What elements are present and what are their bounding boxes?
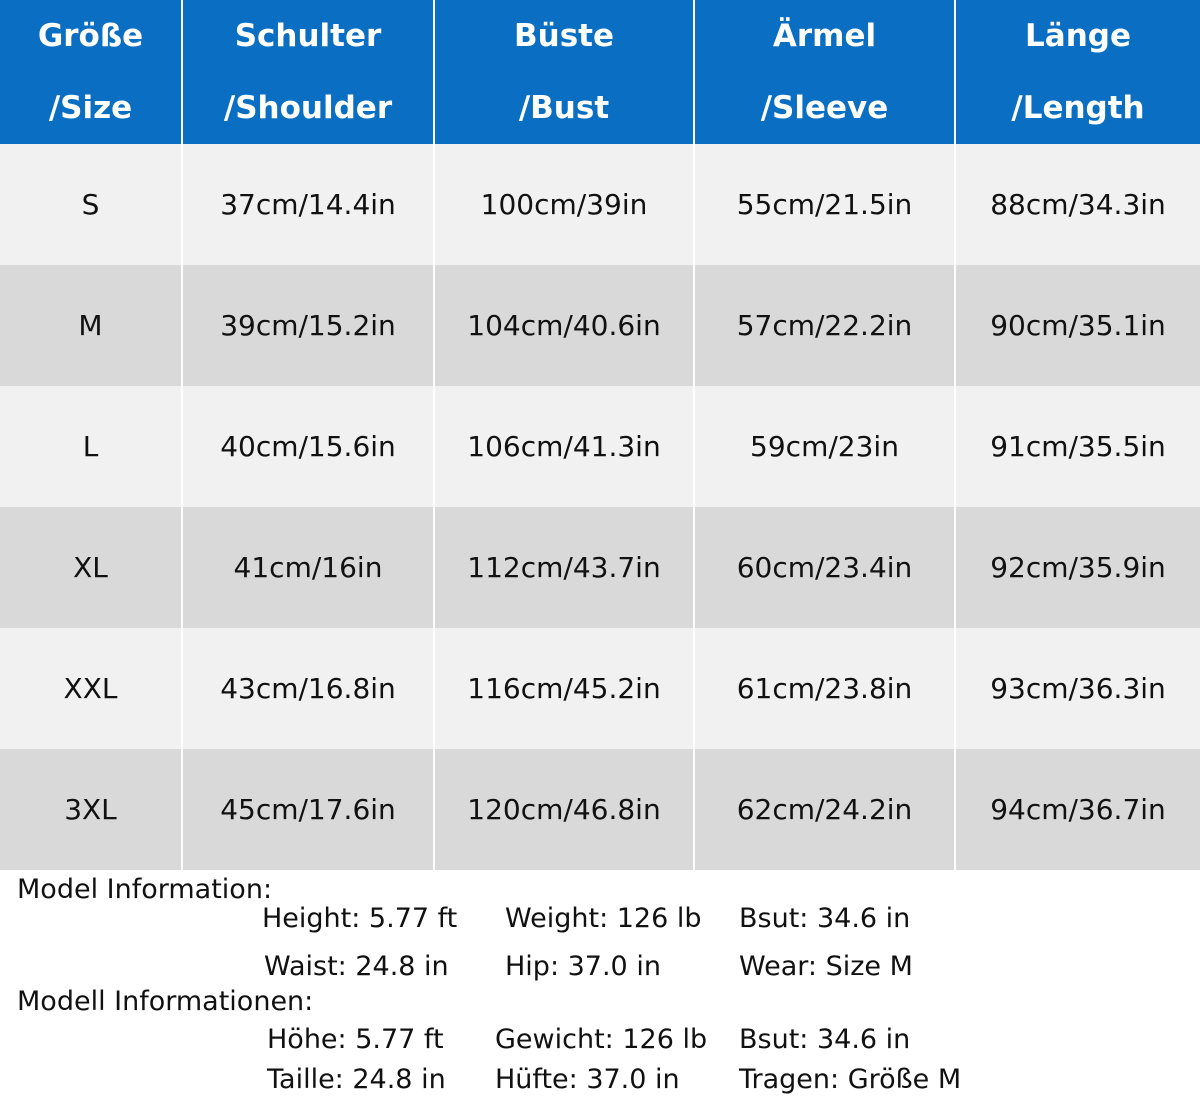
cell-size: M bbox=[0, 265, 182, 386]
header-bust bbox=[434, 0, 694, 144]
cell-length: 91cm/35.5in bbox=[955, 386, 1200, 507]
header-shoulder bbox=[182, 0, 434, 144]
model-bust-de: Bsut: 34.6 in bbox=[739, 1024, 911, 1055]
cell-sleeve: 59cm/23in bbox=[694, 386, 955, 507]
header-row bbox=[0, 0, 1200, 144]
header-size bbox=[0, 0, 182, 144]
cell-size: S bbox=[0, 144, 182, 265]
header-sleeve-en: /Sleeve bbox=[760, 90, 889, 126]
cell-sleeve: 61cm/23.8in bbox=[694, 628, 955, 749]
model-waist-en: Waist: 24.8 in bbox=[264, 951, 449, 982]
header-bust-de: Büste bbox=[514, 18, 614, 54]
header-sleeve-de: Ärmel bbox=[772, 18, 877, 54]
model-hip-de: Hüfte: 37.0 in bbox=[495, 1064, 680, 1095]
model-bust-en: Bsut: 34.6 in bbox=[739, 903, 911, 934]
table-row bbox=[0, 749, 1200, 870]
cell-shoulder: 41cm/16in bbox=[182, 507, 434, 628]
cell-size: L bbox=[0, 386, 182, 507]
header-length-en: /Length bbox=[1011, 90, 1145, 126]
table-row bbox=[0, 507, 1200, 628]
cell-bust: 120cm/46.8in bbox=[434, 749, 694, 870]
cell-bust: 100cm/39in bbox=[434, 144, 694, 265]
table-row bbox=[0, 265, 1200, 386]
cell-size: 3XL bbox=[0, 749, 182, 870]
table-row bbox=[0, 628, 1200, 749]
header-shoulder-de: Schulter bbox=[234, 18, 382, 54]
header-bust-en: /Bust bbox=[518, 90, 610, 126]
cell-shoulder: 40cm/15.6in bbox=[182, 386, 434, 507]
cell-bust: 112cm/43.7in bbox=[434, 507, 694, 628]
cell-size: XXL bbox=[0, 628, 182, 749]
header-sleeve bbox=[694, 0, 955, 144]
model-info-title-de: Modell Informationen: bbox=[17, 986, 314, 1017]
cell-shoulder: 43cm/16.8in bbox=[182, 628, 434, 749]
size-chart-header bbox=[0, 0, 1200, 144]
model-height-en: Height: 5.77 ft bbox=[262, 903, 458, 934]
header-length bbox=[955, 0, 1200, 144]
cell-sleeve: 60cm/23.4in bbox=[694, 507, 955, 628]
cell-sleeve: 55cm/21.5in bbox=[694, 144, 955, 265]
cell-length: 88cm/34.3in bbox=[955, 144, 1200, 265]
model-info-title-en: Model Information: bbox=[17, 874, 273, 905]
cell-sleeve: 62cm/24.2in bbox=[694, 749, 955, 870]
cell-length: 93cm/36.3in bbox=[955, 628, 1200, 749]
cell-length: 94cm/36.7in bbox=[955, 749, 1200, 870]
table-row bbox=[0, 386, 1200, 507]
cell-length: 92cm/35.9in bbox=[955, 507, 1200, 628]
cell-sleeve: 57cm/22.2in bbox=[694, 265, 955, 386]
model-height-de: Höhe: 5.77 ft bbox=[267, 1024, 444, 1055]
model-hip-en: Hip: 37.0 in bbox=[505, 951, 661, 982]
cell-bust: 116cm/45.2in bbox=[434, 628, 694, 749]
size-chart-body bbox=[0, 144, 1200, 870]
model-wear-de: Tragen: Größe M bbox=[739, 1064, 962, 1095]
cell-shoulder: 39cm/15.2in bbox=[182, 265, 434, 386]
header-size-en: /Size bbox=[48, 90, 133, 126]
model-waist-de: Taille: 24.8 in bbox=[267, 1064, 446, 1095]
header-size-de: Größe bbox=[37, 18, 144, 54]
cell-bust: 104cm/40.6in bbox=[434, 265, 694, 386]
table-row bbox=[0, 144, 1200, 265]
cell-shoulder: 45cm/17.6in bbox=[182, 749, 434, 870]
model-weight-de: Gewicht: 126 lb bbox=[495, 1024, 708, 1055]
header-length-de: Länge bbox=[1025, 18, 1131, 54]
cell-length: 90cm/35.1in bbox=[955, 265, 1200, 386]
model-wear-en: Wear: Size M bbox=[739, 951, 913, 982]
cell-bust: 106cm/41.3in bbox=[434, 386, 694, 507]
header-shoulder-en: /Shoulder bbox=[223, 90, 393, 126]
model-weight-en: Weight: 126 lb bbox=[505, 903, 702, 934]
cell-shoulder: 37cm/14.4in bbox=[182, 144, 434, 265]
cell-size: XL bbox=[0, 507, 182, 628]
